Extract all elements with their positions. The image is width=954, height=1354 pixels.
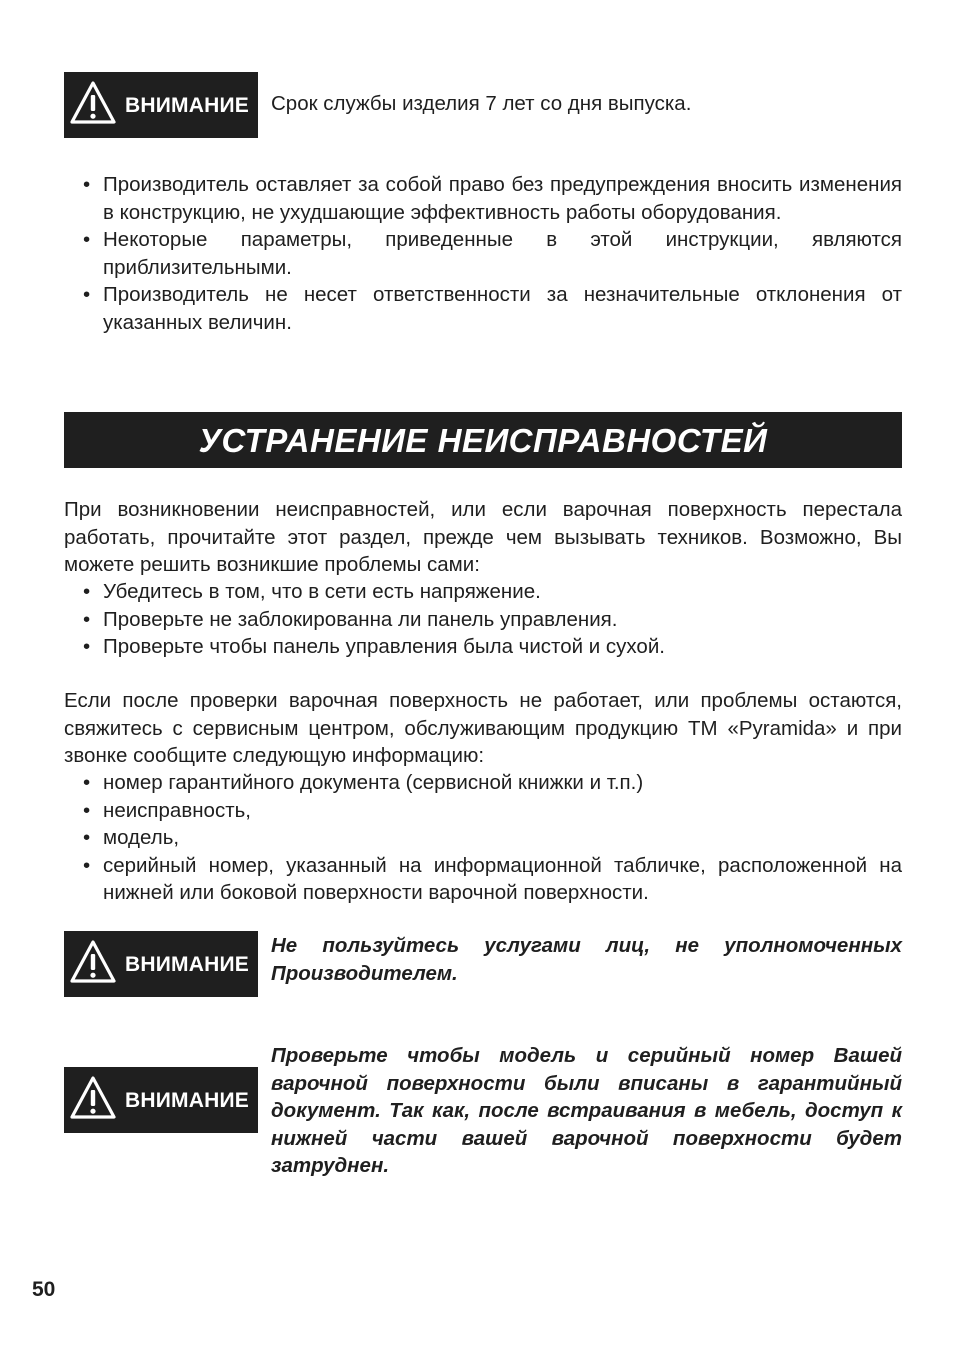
warning-text: Не пользуйтесь услугами лиц, не уполномоченных Производителем.: [271, 934, 902, 985]
warning-text: Срок службы изделия 7 лет со дня выпуска.: [271, 92, 692, 115]
warning-triangle-icon: [69, 938, 117, 986]
page-number: 50: [32, 1278, 56, 1301]
list-item: • серийный номер, указанный на информационной табличке, расположенной на нижней или боковой поверхности варочной поверхности.: [83, 853, 902, 904]
warning-triangle-icon: [69, 1074, 117, 1122]
list-item: • модель,: [83, 826, 180, 849]
service-paragraph: Если после проверки варочная поверхность не работает, или проблемы остаются, свяжитесь с сервисным центром, обслуживающим продукцию ТМ «Pyramida» и при звонке сообщите следующую информацию:: [64, 689, 902, 767]
list-item: • Убедитесь в том, что в сети есть напряжение.: [83, 580, 541, 603]
warning-triangle-icon: [69, 79, 117, 127]
warning-badge: [64, 931, 258, 997]
list-item: • номер гарантийного документа (сервисной книжки и т.п.): [83, 771, 644, 794]
list-item: • Проверьте чтобы панель управления была чистой и сухой.: [83, 635, 665, 658]
list-item: • Производитель оставляет за собой право без предупреждения вносить изменения в конструкцию, не ухудшающие эффективность работы оборудования.: [83, 173, 902, 224]
section-title: УСТРАНЕНИЕ НЕИСПРАВНОСТЕЙ: [198, 422, 768, 459]
info-list: [83, 769, 902, 907]
check-list: [83, 578, 902, 661]
list-item: • Некоторые параметры, приведенные в этой инструкции, являются приблизительными.: [83, 228, 902, 279]
list-item: • Проверьте не заблокированна ли панель управления.: [83, 607, 618, 631]
intro-paragraph: При возникновении неисправностей, или если варочная поверхность перестала работать, прочитайте этот раздел, прежде чем вызывать техников. Возможно, Вы можете решить возникшие проблемы сами:: [64, 498, 902, 576]
warning-label: ВНИМАНИЕ: [125, 94, 249, 117]
list-item: • неисправность,: [83, 798, 251, 822]
warning-badge: [64, 72, 258, 138]
list-item: • Производитель не несет ответственности за незначительные отклонения от указанных величин.: [83, 283, 902, 334]
warning-badge: [64, 1067, 258, 1133]
warning-label: ВНИМАНИЕ: [125, 1089, 249, 1112]
section-header: [64, 412, 902, 468]
warning-text: Проверьте чтобы модель и серийный номер Вашей варочной поверхности были вписаны в гарантийный документ. Так как, после встраивания в мебель, доступ к нижней части вашей варочной поверхности будет затруднен.: [271, 1044, 902, 1177]
warning-label: ВНИМАНИЕ: [125, 953, 249, 976]
notice-list: [83, 171, 902, 336]
